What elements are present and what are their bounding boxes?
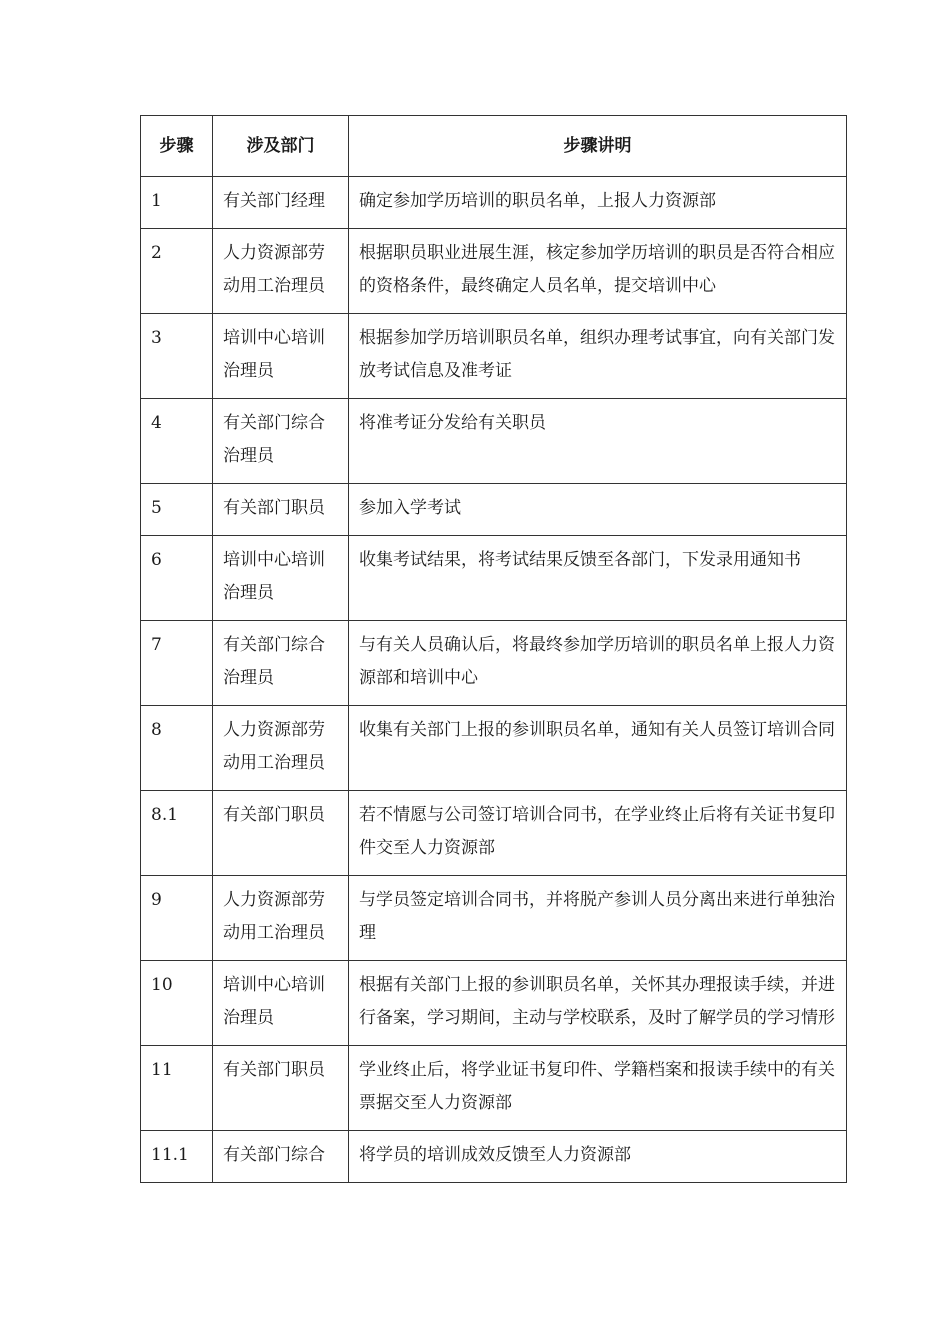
step-cell: 8 bbox=[141, 706, 213, 791]
header-description: 步骤讲明 bbox=[349, 116, 847, 177]
department-cell: 有关部门职员 bbox=[213, 791, 349, 876]
description-cell: 与学员签定培训合同书，并将脱产参训人员分离出来进行单独治理 bbox=[349, 876, 847, 961]
table-row bbox=[141, 1131, 847, 1183]
description-cell: 学业终止后，将学业证书复印件、学籍档案和报读手续中的有关票据交至人力资源部 bbox=[349, 1046, 847, 1131]
table-row bbox=[141, 536, 847, 621]
description-cell: 收集考试结果，将考试结果反馈至各部门，下发录用通知书 bbox=[349, 536, 847, 621]
header-step: 步骤 bbox=[141, 116, 213, 177]
department-cell: 培训中心培训治理员 bbox=[213, 314, 349, 399]
step-cell: 11 bbox=[141, 1046, 213, 1131]
description-cell: 根据职员职业进展生涯，核定参加学历培训的职员是否符合相应的资格条件，最终确定人员名单，提交培训中心 bbox=[349, 229, 847, 314]
description-cell: 与有关人员确认后，将最终参加学历培训的职员名单上报人力资源部和培训中心 bbox=[349, 621, 847, 706]
description-cell: 将准考证分发给有关职员 bbox=[349, 399, 847, 484]
description-cell: 参加入学考试 bbox=[349, 484, 847, 536]
description-cell: 若不情愿与公司签订培训合同书，在学业终止后将有关证书复印件交至人力资源部 bbox=[349, 791, 847, 876]
table-row bbox=[141, 961, 847, 1046]
table-row bbox=[141, 314, 847, 399]
description-cell: 收集有关部门上报的参训职员名单，通知有关人员签订培训合同 bbox=[349, 706, 847, 791]
table-row bbox=[141, 399, 847, 484]
department-cell: 人力资源部劳动用工治理员 bbox=[213, 706, 349, 791]
description-cell: 将学员的培训成效反馈至人力资源部 bbox=[349, 1131, 847, 1183]
description-cell: 确定参加学历培训的职员名单，上报人力资源部 bbox=[349, 177, 847, 229]
table-body bbox=[141, 177, 847, 1183]
table-row bbox=[141, 621, 847, 706]
table-row bbox=[141, 1046, 847, 1131]
description-cell: 根据有关部门上报的参训职员名单，关怀其办理报读手续，并进行备案，学习期间，主动与学校联系，及时了解学员的学习情形 bbox=[349, 961, 847, 1046]
table-row bbox=[141, 791, 847, 876]
step-cell: 1 bbox=[141, 177, 213, 229]
department-cell: 有关部门综合治理员 bbox=[213, 399, 349, 484]
department-cell: 有关部门综合治理员 bbox=[213, 621, 349, 706]
description-cell: 根据参加学历培训职员名单，组织办理考试事宜，向有关部门发放考试信息及准考证 bbox=[349, 314, 847, 399]
step-cell: 8.1 bbox=[141, 791, 213, 876]
table-row bbox=[141, 706, 847, 791]
step-cell: 2 bbox=[141, 229, 213, 314]
steps-table bbox=[140, 115, 847, 1183]
step-cell: 6 bbox=[141, 536, 213, 621]
department-cell: 有关部门综合 bbox=[213, 1131, 349, 1183]
department-cell: 培训中心培训治理员 bbox=[213, 961, 349, 1046]
step-cell: 11.1 bbox=[141, 1131, 213, 1183]
step-cell: 5 bbox=[141, 484, 213, 536]
department-cell: 人力资源部劳动用工治理员 bbox=[213, 229, 349, 314]
table-row bbox=[141, 177, 847, 229]
step-cell: 3 bbox=[141, 314, 213, 399]
header-row bbox=[141, 116, 847, 177]
department-cell: 有关部门经理 bbox=[213, 177, 349, 229]
table-row bbox=[141, 484, 847, 536]
table-header bbox=[141, 116, 847, 177]
table-row bbox=[141, 229, 847, 314]
department-cell: 培训中心培训治理员 bbox=[213, 536, 349, 621]
department-cell: 有关部门职员 bbox=[213, 1046, 349, 1131]
table-row bbox=[141, 876, 847, 961]
department-cell: 有关部门职员 bbox=[213, 484, 349, 536]
header-department: 涉及部门 bbox=[213, 116, 349, 177]
step-cell: 10 bbox=[141, 961, 213, 1046]
step-cell: 7 bbox=[141, 621, 213, 706]
step-cell: 4 bbox=[141, 399, 213, 484]
department-cell: 人力资源部劳动用工治理员 bbox=[213, 876, 349, 961]
step-cell: 9 bbox=[141, 876, 213, 961]
